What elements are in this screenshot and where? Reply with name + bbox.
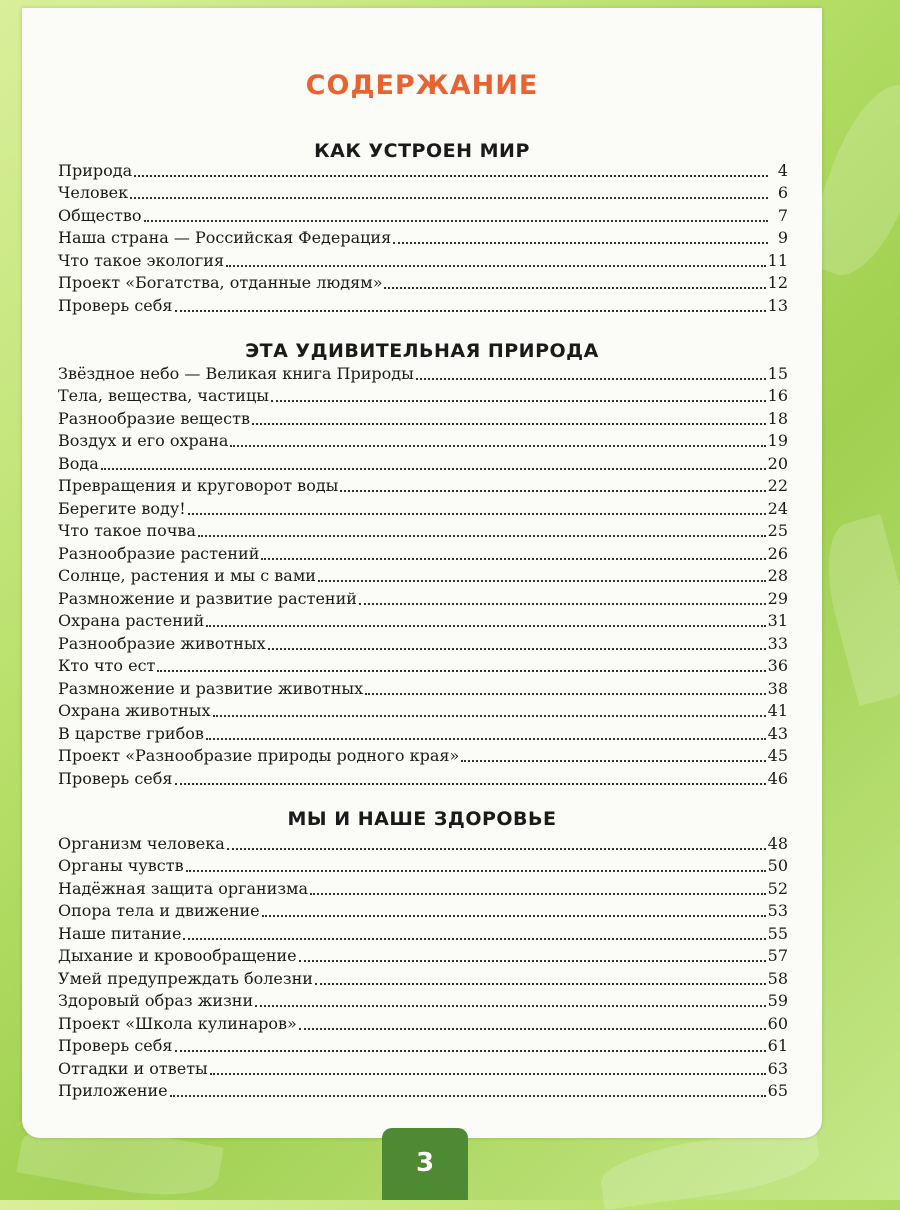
toc-entry-page: 57 bbox=[767, 946, 788, 965]
toc-entry-label: Превращения и круговорот воды bbox=[58, 476, 339, 495]
dot-leader bbox=[315, 982, 766, 985]
toc-entry-label: Разнообразие веществ bbox=[58, 408, 250, 428]
toc-entry-label: Проверь себя bbox=[58, 768, 173, 788]
toc-entry[interactable] bbox=[58, 966, 788, 989]
dot-leader bbox=[255, 1004, 766, 1007]
toc-entry-page: 33 bbox=[767, 633, 788, 653]
toc-entry[interactable] bbox=[58, 203, 788, 226]
toc-section-3 bbox=[58, 831, 788, 1101]
toc-entry-page: 24 bbox=[767, 498, 788, 518]
toc-entry-label: Солнце, растения и мы с вами bbox=[58, 566, 316, 585]
toc-entry[interactable] bbox=[58, 1079, 788, 1102]
toc-entry-label: Что такое экология bbox=[58, 250, 225, 270]
toc-entry-page: 20 bbox=[767, 453, 788, 473]
toc-entry-label: Воздух и его охрана bbox=[58, 431, 229, 450]
toc-entry[interactable] bbox=[58, 1056, 788, 1079]
toc-entry-label: Размножение и развитие животных bbox=[58, 678, 364, 698]
dot-leader bbox=[318, 579, 766, 582]
toc-entry-page: 60 bbox=[767, 1013, 788, 1033]
toc-entry-label: Разнообразие растений bbox=[58, 543, 260, 563]
toc-entry-label: В царстве грибов bbox=[58, 723, 204, 743]
toc-entry-label: Что такое почва bbox=[58, 521, 196, 540]
section-title-3: МЫ И НАШЕ ЗДОРОВЬЕ bbox=[287, 808, 557, 830]
toc-entry-page: 29 bbox=[767, 588, 788, 608]
toc-entry[interactable] bbox=[58, 564, 788, 587]
toc-entry-label: Человек bbox=[58, 183, 129, 202]
dot-leader bbox=[206, 737, 766, 740]
toc-entry-label: Размножение и развитие растений bbox=[58, 588, 357, 608]
dot-leader bbox=[365, 692, 766, 695]
toc-entry-page: 52 bbox=[767, 878, 788, 898]
toc-entry-label: Отгадки и ответы bbox=[58, 1058, 208, 1078]
toc-entry-page: 4 bbox=[777, 160, 788, 180]
toc-entry-page: 59 bbox=[767, 991, 788, 1010]
dot-leader bbox=[227, 847, 766, 850]
toc-entry[interactable] bbox=[58, 271, 788, 294]
dot-leader bbox=[175, 782, 766, 785]
section-title-1: КАК УСТРОЕН МИР bbox=[314, 140, 530, 162]
dot-leader bbox=[183, 937, 765, 940]
page-number-tab: 3 bbox=[382, 1128, 468, 1200]
toc-entry-page: 38 bbox=[767, 678, 788, 698]
toc-entry-page: 48 bbox=[767, 833, 788, 853]
dot-leader bbox=[299, 959, 766, 962]
contents-page bbox=[22, 8, 822, 1138]
toc-entry-page: 11 bbox=[767, 250, 788, 270]
dot-leader bbox=[393, 241, 768, 244]
dot-leader bbox=[144, 219, 768, 222]
toc-entry[interactable] bbox=[58, 876, 788, 899]
toc-entry-label: Проверь себя bbox=[58, 295, 173, 315]
toc-entry-label: Разнообразие животных bbox=[58, 633, 266, 653]
toc-entry-page: 58 bbox=[767, 968, 788, 988]
toc-entry-page: 43 bbox=[767, 723, 788, 743]
toc-entry-label: Проверь себя bbox=[58, 1036, 173, 1055]
toc-entry-page: 41 bbox=[767, 701, 788, 720]
dot-leader bbox=[198, 534, 766, 537]
toc-entry-label: Кто что ест bbox=[58, 656, 156, 675]
toc-entry-page: 16 bbox=[767, 386, 788, 405]
toc-entry[interactable] bbox=[58, 766, 788, 789]
toc-entry-page: 53 bbox=[767, 901, 788, 920]
toc-entry[interactable] bbox=[58, 158, 788, 181]
toc-entry-label: Наше питание bbox=[58, 923, 182, 943]
dot-leader bbox=[384, 286, 765, 289]
toc-entry-label: Наша страна — Российская Федерация bbox=[58, 228, 392, 247]
toc-entry-page: 25 bbox=[767, 521, 788, 540]
dot-leader bbox=[213, 714, 766, 717]
toc-entry[interactable] bbox=[58, 1034, 788, 1057]
toc-entry[interactable] bbox=[58, 1011, 788, 1034]
toc-entry[interactable] bbox=[58, 361, 788, 384]
dot-leader bbox=[310, 892, 766, 895]
toc-entry[interactable] bbox=[58, 944, 788, 967]
toc-entry-label: Проект «Богатства, отданные людям» bbox=[58, 273, 383, 292]
toc-entry-page: 6 bbox=[777, 183, 788, 202]
toc-entry-label: Опора тела и движение bbox=[58, 901, 260, 920]
dot-leader bbox=[340, 489, 765, 492]
dot-leader bbox=[252, 422, 766, 425]
toc-entry[interactable] bbox=[58, 541, 788, 564]
toc-entry-label: Органы чувств bbox=[58, 856, 184, 875]
toc-section-2 bbox=[58, 361, 788, 789]
toc-entry[interactable] bbox=[58, 496, 788, 519]
toc-entry-label: Проект «Разнообразие природы родного края» bbox=[58, 746, 460, 765]
toc-entry-page: 13 bbox=[767, 295, 788, 315]
dot-leader bbox=[170, 1094, 766, 1097]
dot-leader bbox=[134, 174, 768, 177]
section-title-2: ЭТА УДИВИТЕЛЬНАЯ ПРИРОДА bbox=[245, 340, 599, 362]
toc-entry[interactable] bbox=[58, 676, 788, 699]
toc-entry-label: Звёздное небо — Великая книга Природы bbox=[58, 363, 414, 383]
toc-entry[interactable] bbox=[58, 854, 788, 877]
toc-section-1 bbox=[58, 158, 788, 316]
toc-entry-label: Берегите воду! bbox=[58, 498, 186, 518]
toc-entry-page: 63 bbox=[767, 1058, 788, 1078]
toc-entry[interactable] bbox=[58, 586, 788, 609]
toc-entry-label: Общество bbox=[58, 205, 142, 225]
toc-entry-page: 61 bbox=[767, 1036, 788, 1055]
toc-entry-label: Охрана растений bbox=[58, 611, 205, 630]
dot-leader bbox=[188, 512, 766, 515]
toc-entry[interactable] bbox=[58, 831, 788, 854]
toc-entry[interactable] bbox=[58, 989, 788, 1012]
toc-entry-page: 46 bbox=[767, 768, 788, 788]
toc-entry-page: 19 bbox=[767, 431, 788, 450]
toc-entry-page: 22 bbox=[767, 476, 788, 495]
toc-entry-label: Организм человека bbox=[58, 833, 225, 853]
toc-entry-page: 31 bbox=[767, 611, 788, 630]
dot-leader bbox=[299, 1027, 766, 1030]
toc-entry-page: 18 bbox=[767, 408, 788, 428]
toc-entry-page: 45 bbox=[767, 746, 788, 765]
toc-entry-label: Вода bbox=[58, 453, 99, 473]
dot-leader bbox=[175, 309, 766, 312]
toc-entry[interactable] bbox=[58, 899, 788, 922]
toc-entry[interactable] bbox=[58, 248, 788, 271]
toc-entry[interactable] bbox=[58, 226, 788, 249]
toc-entry[interactable] bbox=[58, 631, 788, 654]
toc-entry[interactable] bbox=[58, 921, 788, 944]
dot-leader bbox=[101, 467, 766, 470]
toc-entry[interactable] bbox=[58, 744, 788, 767]
dot-leader bbox=[157, 669, 765, 672]
dot-leader bbox=[416, 377, 766, 380]
toc-entry[interactable] bbox=[58, 519, 788, 542]
dot-leader bbox=[186, 869, 766, 872]
dot-leader bbox=[261, 557, 765, 560]
dot-leader bbox=[210, 1072, 766, 1075]
toc-entry-page: 15 bbox=[767, 363, 788, 383]
toc-entry-page: 36 bbox=[767, 656, 788, 675]
toc-entry[interactable] bbox=[58, 451, 788, 474]
toc-entry-label: Умей предупреждать болезни bbox=[58, 968, 313, 988]
toc-entry-label: Тела, вещества, частицы bbox=[58, 386, 269, 405]
page-title: СОДЕРЖАНИЕ bbox=[305, 70, 539, 101]
toc-entry[interactable] bbox=[58, 609, 788, 632]
toc-entry[interactable] bbox=[58, 384, 788, 407]
toc-entry-label: Здоровый образ жизни bbox=[58, 991, 254, 1010]
toc-entry-page: 65 bbox=[767, 1081, 788, 1100]
toc-entry-label: Дыхание и кровообращение bbox=[58, 946, 297, 965]
dot-leader bbox=[175, 1049, 766, 1052]
toc-entry-page: 28 bbox=[767, 566, 788, 585]
dot-leader bbox=[206, 624, 765, 627]
toc-entry[interactable] bbox=[58, 699, 788, 722]
toc-entry-page: 55 bbox=[767, 923, 788, 943]
dot-leader bbox=[268, 647, 766, 650]
background-leaf bbox=[813, 514, 900, 706]
toc-entry[interactable] bbox=[58, 721, 788, 744]
toc-entry-page: 12 bbox=[767, 273, 788, 292]
dot-leader bbox=[226, 264, 766, 267]
toc-entry-label: Охрана животных bbox=[58, 701, 211, 720]
dot-leader bbox=[359, 602, 766, 605]
dot-leader bbox=[130, 196, 768, 199]
toc-entry[interactable] bbox=[58, 181, 788, 204]
toc-entry-label: Приложение bbox=[58, 1081, 168, 1100]
toc-entry[interactable] bbox=[58, 429, 788, 452]
dot-leader bbox=[461, 759, 765, 762]
toc-entry-label: Надёжная защита организма bbox=[58, 878, 309, 898]
toc-entry-page: 50 bbox=[767, 856, 788, 875]
toc-entry-page: 26 bbox=[767, 543, 788, 563]
dot-leader bbox=[262, 914, 766, 917]
toc-entry[interactable] bbox=[58, 654, 788, 677]
dot-leader bbox=[271, 399, 766, 402]
toc-entry-page: 7 bbox=[777, 205, 788, 225]
dot-leader bbox=[230, 444, 765, 447]
toc-entry[interactable] bbox=[58, 474, 788, 497]
toc-entry-page: 9 bbox=[777, 228, 788, 247]
toc-entry[interactable] bbox=[58, 406, 788, 429]
toc-entry-label: Природа bbox=[58, 160, 133, 180]
toc-entry[interactable] bbox=[58, 293, 788, 316]
toc-entry-label: Проект «Школа кулинаров» bbox=[58, 1013, 297, 1033]
